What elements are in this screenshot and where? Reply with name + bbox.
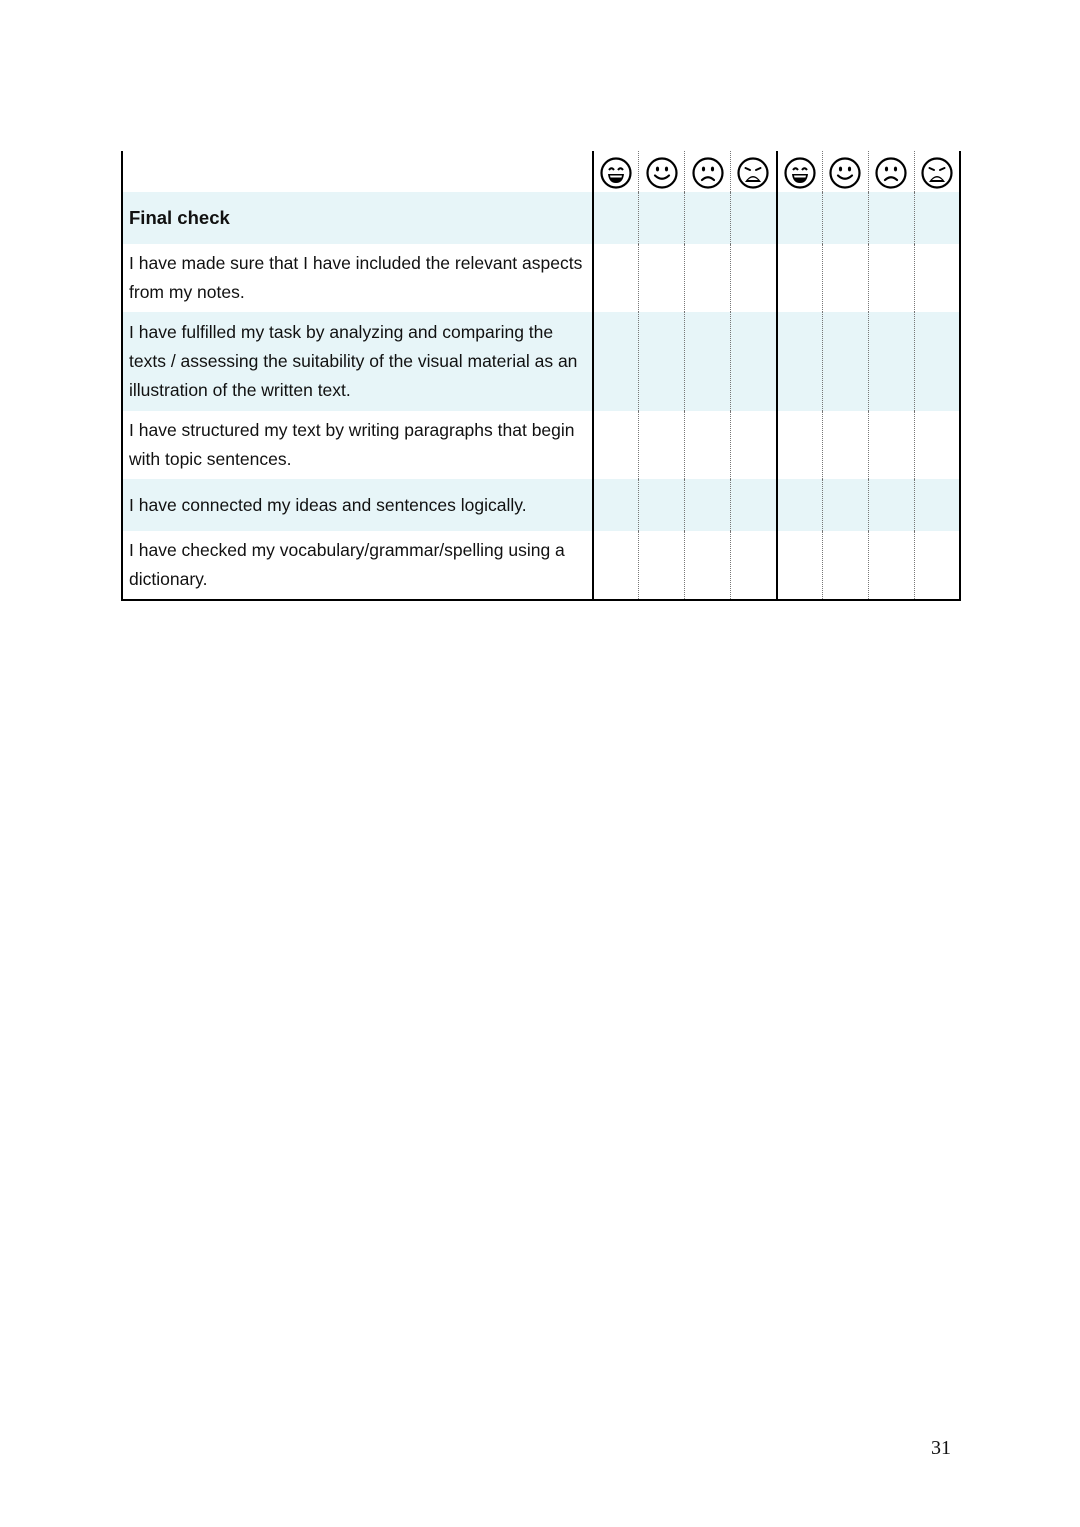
smiling-face-icon	[639, 156, 684, 190]
checklist-statement: I have structured my text by writing paragraphs that begin with topic sentences.	[122, 411, 593, 479]
rating-header-cell	[731, 151, 777, 192]
rating-cell[interactable]	[914, 531, 960, 600]
rating-header-cell	[914, 151, 960, 192]
rating-cell[interactable]	[777, 312, 823, 411]
rating-cell[interactable]	[731, 411, 777, 479]
section-title-row	[122, 192, 960, 244]
rating-cell[interactable]	[868, 531, 914, 600]
rating-cell[interactable]	[822, 531, 868, 600]
rating-cell[interactable]	[914, 192, 960, 244]
weary-face-icon	[731, 156, 775, 190]
checklist-statement: I have connected my ideas and sentences logically.	[122, 479, 593, 531]
rating-cell[interactable]	[914, 411, 960, 479]
rating-header-cell	[777, 151, 823, 192]
rating-cell[interactable]	[639, 312, 685, 411]
rating-cell[interactable]	[685, 244, 731, 312]
section-title: Final check	[129, 207, 230, 228]
rating-cell[interactable]	[822, 312, 868, 411]
rating-cell[interactable]	[685, 312, 731, 411]
rating-header-cell	[639, 151, 685, 192]
rating-cell[interactable]	[868, 411, 914, 479]
rating-cell[interactable]	[777, 531, 823, 600]
rating-cell[interactable]	[914, 244, 960, 312]
rating-cell[interactable]	[822, 411, 868, 479]
checklist-statement: I have fulfilled my task by analyzing and comparing the texts / assessing the suitability of the visual material as an illustration of the written text.	[122, 312, 593, 411]
rating-cell[interactable]	[914, 312, 960, 411]
rating-cell[interactable]	[639, 411, 685, 479]
grinning-face-icon	[594, 156, 638, 190]
grinning-face-icon	[778, 156, 822, 190]
rating-cell[interactable]	[777, 411, 823, 479]
checklist-statement: I have checked my vocabulary/grammar/spelling using a dictionary.	[122, 531, 593, 600]
weary-face-icon	[915, 156, 959, 190]
rating-cell[interactable]	[685, 411, 731, 479]
rating-cell[interactable]	[639, 244, 685, 312]
rating-cell[interactable]	[822, 479, 868, 531]
rating-cell[interactable]	[593, 192, 639, 244]
rating-cell[interactable]	[822, 244, 868, 312]
rating-cell[interactable]	[868, 192, 914, 244]
rating-cell[interactable]	[777, 244, 823, 312]
rating-cell[interactable]	[593, 312, 639, 411]
rating-cell[interactable]	[822, 192, 868, 244]
rating-cell[interactable]	[731, 312, 777, 411]
rating-cell[interactable]	[914, 479, 960, 531]
frowning-face-icon	[869, 156, 914, 190]
checklist-row	[122, 479, 960, 531]
rating-cell[interactable]	[731, 479, 777, 531]
rating-cell[interactable]	[731, 244, 777, 312]
checklist-row	[122, 411, 960, 479]
rating-cell[interactable]	[868, 312, 914, 411]
rating-cell[interactable]	[731, 192, 777, 244]
checklist-row	[122, 244, 960, 312]
rating-header-row	[122, 151, 960, 192]
checklist-statement: I have made sure that I have included the relevant aspects from my notes.	[122, 244, 593, 312]
rating-header-cell	[822, 151, 868, 192]
header-empty-cell	[122, 151, 593, 192]
rating-cell[interactable]	[777, 192, 823, 244]
rating-header-cell	[868, 151, 914, 192]
rating-cell[interactable]	[868, 479, 914, 531]
section-title-cell	[122, 192, 593, 244]
rating-cell[interactable]	[639, 479, 685, 531]
rating-cell[interactable]	[777, 479, 823, 531]
rating-cell[interactable]	[639, 192, 685, 244]
frowning-face-icon	[685, 156, 730, 190]
rating-cell[interactable]	[685, 531, 731, 600]
rating-cell[interactable]	[639, 531, 685, 600]
rating-cell[interactable]	[593, 244, 639, 312]
final-check-table	[121, 151, 961, 601]
rating-cell[interactable]	[868, 244, 914, 312]
rating-header-cell	[593, 151, 639, 192]
rating-cell[interactable]	[685, 192, 731, 244]
rating-cell[interactable]	[685, 479, 731, 531]
rating-cell[interactable]	[731, 531, 777, 600]
rating-cell[interactable]	[593, 411, 639, 479]
rating-cell[interactable]	[593, 531, 639, 600]
page-number: 31	[931, 1437, 951, 1459]
checklist-row	[122, 312, 960, 411]
rating-cell[interactable]	[593, 479, 639, 531]
rating-header-cell	[685, 151, 731, 192]
checklist-row	[122, 531, 960, 600]
smiling-face-icon	[823, 156, 868, 190]
